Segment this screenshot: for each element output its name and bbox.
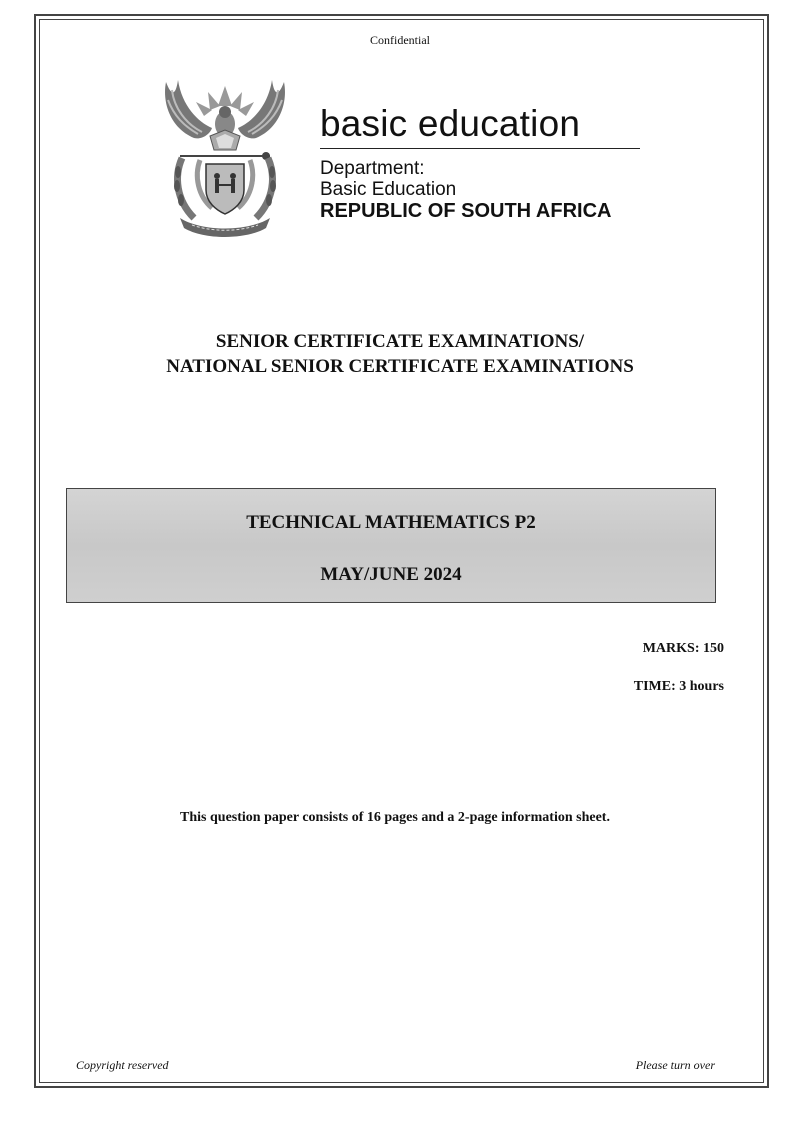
copyright-footer: Copyright reserved bbox=[76, 1058, 169, 1072]
department-name: Basic Education bbox=[320, 179, 457, 200]
brand-divider bbox=[320, 148, 640, 149]
brand-title: basic education bbox=[320, 103, 581, 144]
coat-of-arms-icon bbox=[158, 72, 292, 240]
time-label: TIME: 3 hours bbox=[633, 679, 724, 694]
confidential-label: Confidential bbox=[370, 33, 430, 47]
exam-title-line-1: SENIOR CERTIFICATE EXAMINATIONS/ bbox=[215, 331, 585, 352]
page-count-note: This question paper consists of 16 pages and a 2-page information sheet. bbox=[180, 810, 610, 825]
subject-title: TECHNICAL MATHEMATICS P2 bbox=[246, 512, 536, 533]
marks-label: MARKS: 150 bbox=[642, 641, 724, 656]
country-name: REPUBLIC OF SOUTH AFRICA bbox=[320, 200, 612, 222]
exam-title-line-2: NATIONAL SENIOR CERTIFICATE EXAMINATIONS bbox=[166, 356, 634, 377]
exam-session: MAY/JUNE 2024 bbox=[320, 564, 462, 585]
department-label: Department: bbox=[320, 158, 425, 179]
turn-over-footer: Please turn over bbox=[635, 1058, 715, 1072]
